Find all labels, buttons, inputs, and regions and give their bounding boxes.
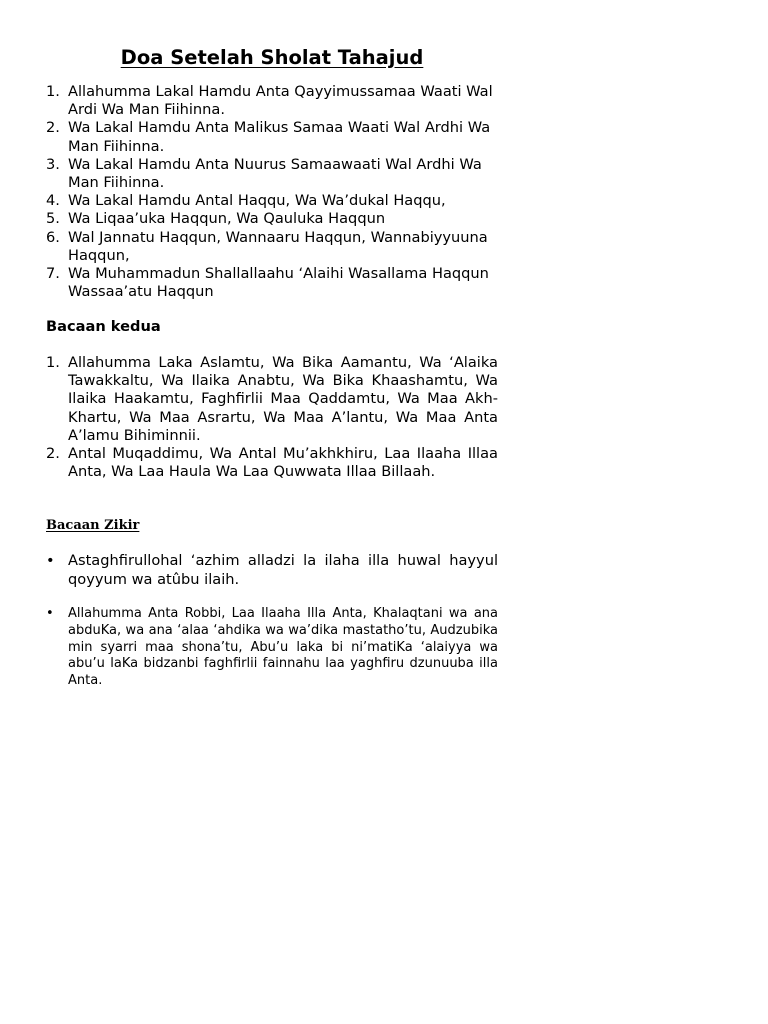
list-item: [46, 354, 498, 445]
list-number: 5.: [46, 210, 60, 228]
list-number: 2.: [46, 445, 60, 463]
list-item: [46, 265, 498, 301]
page-title: Doa Setelah Sholat Tahajud: [120, 46, 424, 69]
list-item-text: Wal Jannatu Haqqun, Wannaaru Haqqun, Wannabiyyuuna Haqqun,: [68, 228, 488, 264]
list-item: [46, 156, 498, 192]
list-item-text: Wa Lakal Hamdu Anta Nuurus Samaawaati Wal Ardhi Wa Man Fiihinna.: [68, 155, 482, 192]
list-number: 4.: [46, 192, 60, 210]
list-item: [46, 119, 498, 155]
list-item: [46, 210, 498, 228]
list-item-text: Antal Muqaddimu, Wa Antal Mu’akhkhiru, Laa Ilaaha Illaa Anta, Wa Laa Haula Wa Laa Quwwata Illaa Billaah.: [68, 445, 498, 481]
list-number: 3.: [46, 155, 60, 173]
list-item-text: Allahumma Laka Aslamtu, Wa Bika Aamantu, Wa ‘Alaika Tawakkaltu, Wa Ilaika Anabtu, Wa Bika Khaashamtu, Wa Ilaika Haakamtu, Faghfirlii Maa Qaddamtu, Wa Maa Akh-Khartu, Wa Maa Asrartu, Wa Maa A’lantu, Wa Maa Anta A’lamu Bihiminnii.: [68, 354, 498, 444]
list-item-text: Wa Lakal Hamdu Antal Haqqu, Wa Wa’dukal Haqqu,: [68, 192, 446, 210]
bullet-text: Astaghfirullohal ‘azhim alladzi la ilaha illa huwal hayyul qoyyum wa atûbu ilaih.: [68, 552, 498, 588]
list-number: 2.: [46, 119, 60, 137]
section-heading-bacaan-kedua: Bacaan kedua: [46, 318, 161, 335]
list-number: 1.: [46, 83, 60, 100]
doa-list: [46, 83, 498, 301]
list-item-text: Wa Lakal Hamdu Anta Malikus Samaa Waati Wal Ardhi Wa Man Fiihinna.: [68, 119, 491, 155]
bullet-item: [46, 606, 498, 690]
bullet-marker: •: [46, 606, 54, 621]
list-item-text: Wa Liqaa’uka Haqqun, Wa Qauluka Haqqun: [68, 210, 386, 228]
bullet-marker: •: [46, 552, 55, 569]
bullet-item: [46, 552, 498, 589]
list-number: 6.: [46, 228, 60, 246]
section-heading-bacaan-zikir: Bacaan Zikir: [46, 518, 140, 533]
bacaan-kedua-list: [46, 354, 498, 481]
list-item: [46, 445, 498, 481]
list-item: [46, 229, 498, 265]
list-item-text: Allahumma Lakal Hamdu Anta Qayyimussamaa Waati Wal Ardi Wa Man Fiihinna.: [68, 83, 493, 119]
list-number: 7.: [46, 265, 60, 283]
list-number: 1.: [46, 354, 60, 371]
bullet-text: Allahumma Anta Robbi, Laa Ilaaha Illa Anta, Khalaqtani wa ana abduKa, wa ana ‘alaa ‘ahdika wa wa’dika mastatho’tu, Audzubika min syarri maa shona’tu, Abu’u laka bi ni’matiKa ‘alaiyya wa abu’u laKa bidzanbi faghfirlii fainnahu laa yaghfiru dzunuuba illa Anta.: [68, 606, 498, 689]
list-item-text: Wa Muhammadun Shallallaahu ‘Alaihi Wasallama Haqqun Wassaa’atu Haqqun: [68, 265, 489, 301]
list-item: [46, 192, 498, 210]
list-item: [46, 83, 498, 119]
